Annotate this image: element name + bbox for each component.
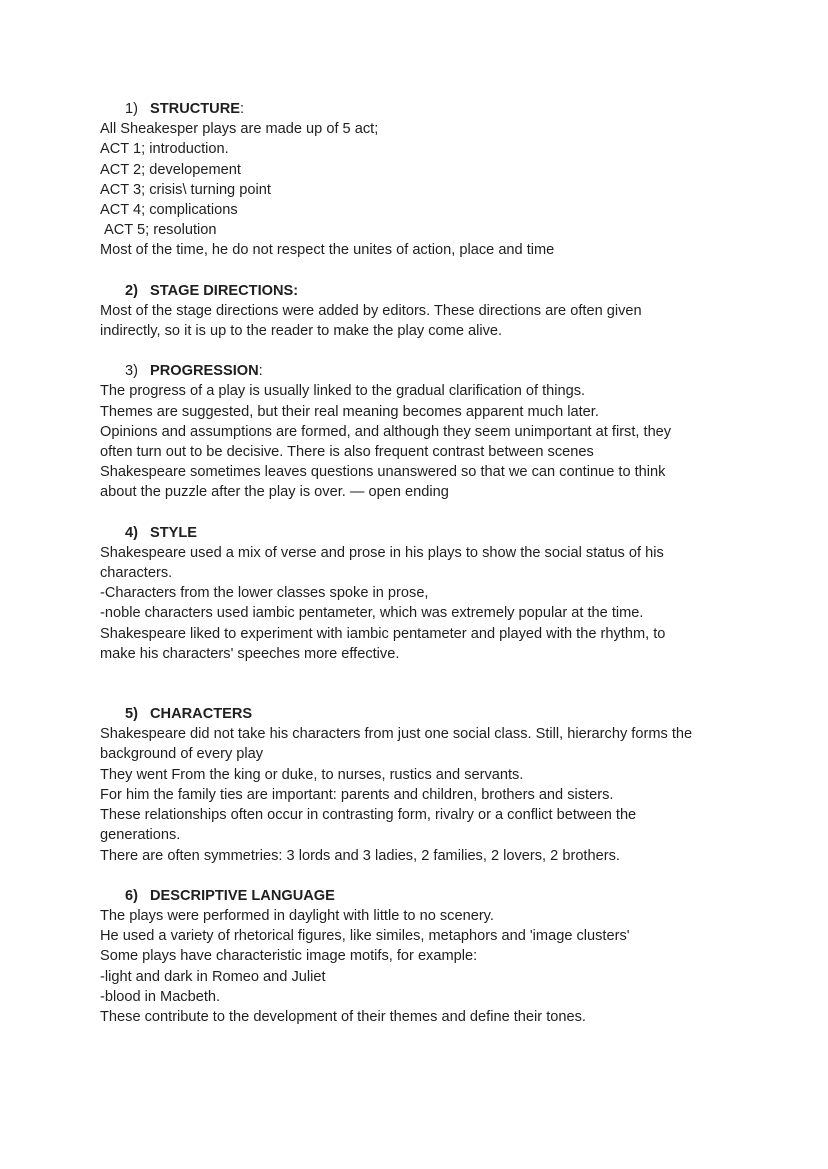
body-line: about the puzzle after the play is over. — open ending xyxy=(100,484,449,501)
body-line: ACT 5; resolution xyxy=(104,222,217,239)
body-line: -blood in Macbeth. xyxy=(100,988,221,1005)
body-line: often turn out to be decisive. There is also frequent contrast between scenes xyxy=(100,444,594,461)
body-line: Shakespeare used a mix of verse and prose in his plays to show the social status of his xyxy=(100,544,664,561)
body-line: They went From the king or duke, to nurses, rustics and servants. xyxy=(100,766,524,783)
section-title: PROGRESSION xyxy=(150,363,259,380)
section-number: 3) xyxy=(125,363,138,380)
section-number: 6) xyxy=(125,887,138,904)
section-heading xyxy=(100,886,740,906)
section-title-suffix: : xyxy=(258,363,263,380)
body-line: ACT 1; introduction. xyxy=(100,141,229,158)
section-characters xyxy=(100,704,740,866)
body-line: Shakespeare liked to experiment with iambic pentameter and played with the rhythm, to xyxy=(100,625,666,642)
body-line: Shakespeare sometimes leaves questions unanswered so that we can continue to think xyxy=(100,464,666,481)
section-heading xyxy=(100,361,740,381)
section-progression xyxy=(100,361,740,502)
body-line: Most of the time, he do not respect the unites of action, place and time xyxy=(100,242,555,259)
section-heading xyxy=(100,704,740,724)
section-number: 5) xyxy=(125,706,138,723)
body-line: make his characters' speeches more effective. xyxy=(100,645,400,662)
section-structure xyxy=(100,99,740,261)
body-line: background of every play xyxy=(100,746,264,763)
body-line: indirectly, so it is up to the reader to make the play come alive. xyxy=(100,323,503,340)
body-line: Shakespeare did not take his characters from just one social class. Still, hierarchy forms the xyxy=(100,726,693,743)
body-line: He used a variety of rhetorical figures, like similes, metaphors and 'image clusters' xyxy=(100,928,630,945)
body-line: Opinions and assumptions are formed, and although they seem unimportant at first, they xyxy=(100,423,672,440)
body-line: There are often symmetries: 3 lords and 3 ladies, 2 families, 2 lovers, 2 brothers. xyxy=(100,847,620,864)
body-line: The plays were performed in daylight with little to no scenery. xyxy=(100,907,494,924)
body-line: Themes are suggested, but their real meaning becomes apparent much later. xyxy=(100,403,599,420)
section-title: STAGE DIRECTIONS: xyxy=(150,282,299,299)
body-line: ACT 2; developement xyxy=(100,161,241,178)
body-line: -light and dark in Romeo and Juliet xyxy=(100,968,326,985)
body-line: -noble characters used iambic pentameter, which was extremely popular at the time. xyxy=(100,605,644,622)
section-title: DESCRIPTIVE LANGUAGE xyxy=(150,887,335,904)
body-line: All Sheakesper plays are made up of 5 act; xyxy=(100,121,379,138)
section-number: 1) xyxy=(125,101,138,117)
body-line: ACT 4; complications xyxy=(100,202,238,219)
section-descriptive-language xyxy=(100,886,740,1027)
body-line: ACT 3; crisis\ turning point xyxy=(100,181,271,198)
section-title: STRUCTURE xyxy=(150,101,240,117)
section-number: 4) xyxy=(125,524,138,541)
body-line: Some plays have characteristic image motifs, for example: xyxy=(100,948,478,965)
body-line: For him the family ties are important: parents and children, brothers and sisters. xyxy=(100,786,614,803)
body-line: -Characters from the lower classes spoke in prose, xyxy=(100,585,429,602)
section-number: 2) xyxy=(125,282,138,299)
section-title-suffix: : xyxy=(240,101,245,117)
body-line: Most of the stage directions were added by editors. These directions are often given xyxy=(100,302,642,319)
body-line: These relationships often occur in contrasting form, rivalry or a conflict between the xyxy=(100,807,637,824)
body-line: The progress of a play is usually linked to the gradual clarification of things. xyxy=(100,383,586,400)
document-page xyxy=(100,99,740,1027)
section-title: STYLE xyxy=(150,524,198,541)
body-line: generations. xyxy=(100,827,181,844)
body-line: These contribute to the development of their themes and define their tones. xyxy=(100,1008,586,1025)
section-stage-directions xyxy=(100,281,740,342)
section-style xyxy=(100,523,740,664)
section-heading xyxy=(100,281,740,301)
section-title: CHARACTERS xyxy=(150,706,253,723)
section-heading xyxy=(100,523,740,543)
body-line: characters. xyxy=(100,565,173,582)
section-heading xyxy=(100,99,740,119)
